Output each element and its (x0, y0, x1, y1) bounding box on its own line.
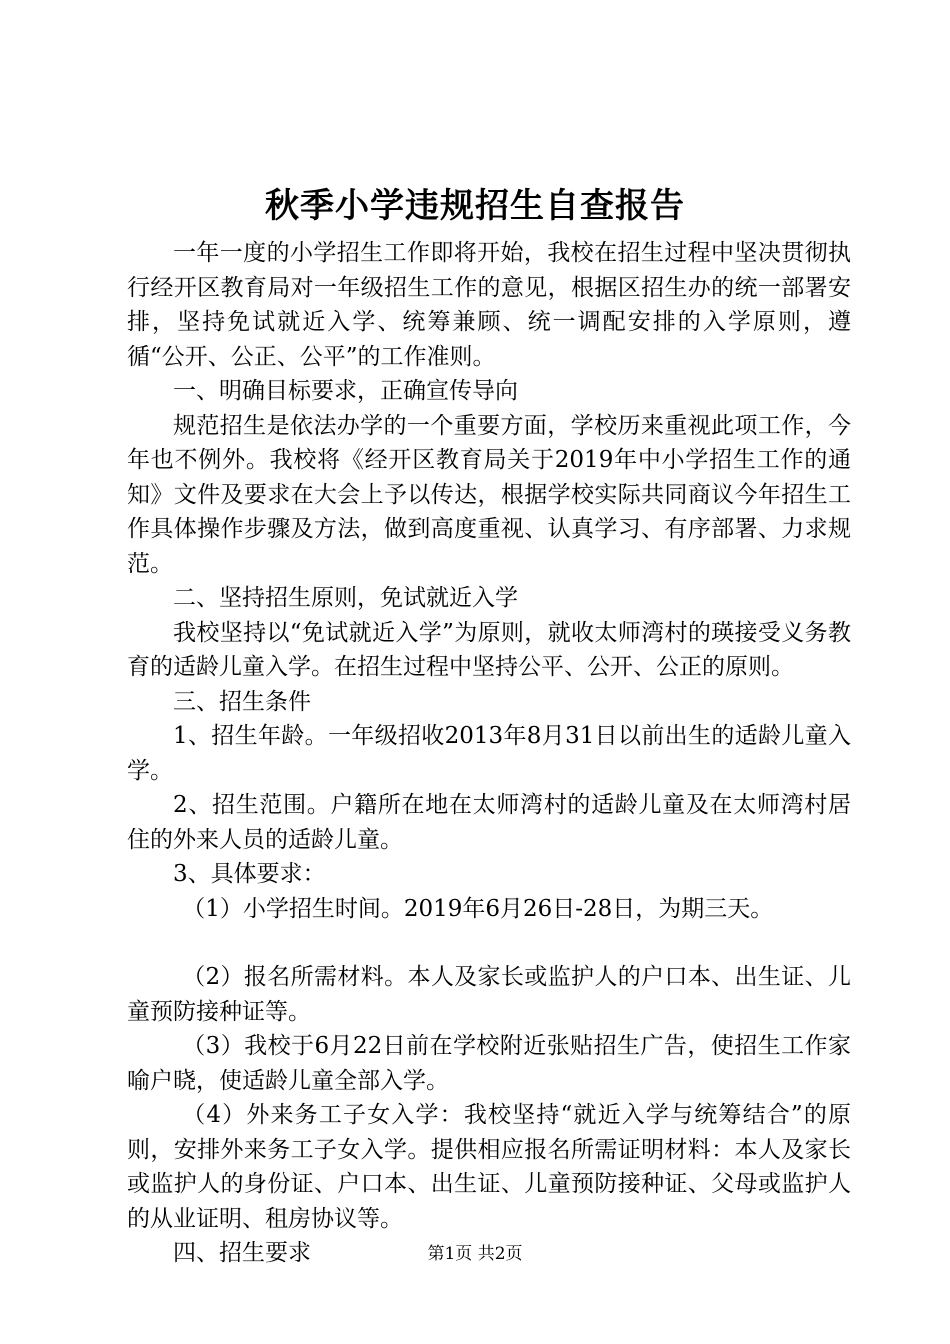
paragraph-section-1: 规范招生是依法办学的一个重要方面，学校历来重视此项工作，今年也不例外。我校将《经开区教育局关于2019年中小学招生工作的通知》文件及要求在大会上予以传达，根据学校实际共同商议今年招生工作具体操作步骤及方法，做到高度重视、认真学习、有序部署、力求规范。 (127, 412, 851, 577)
paragraph-requirements: 3、具体要求： (173, 861, 326, 887)
paragraph-age: 1、招生年龄。一年级招收2013年8月31日以前出生的适龄儿童入学。 (127, 723, 851, 784)
document-body (127, 236, 851, 1271)
section-heading-1: 一、明确目标要求，正确宣传导向 (173, 378, 518, 404)
paragraph-section-2: 我校坚持以“免试就近入学”为原则，就收太师湾村的瑛接受义务教育的适龄儿童入学。在招生过程中坚持公平、公开、公正的原则。 (127, 619, 851, 680)
paragraph-migrant-children: （4）外来务工子女入学：我校坚持“就近入学与统筹结合”的原则，安排外来务工子女入学。提供相应报名所需证明材料：本人及家长或监护人的身份证、户口本、出生证、儿童预防接种证、父母或监护人的从业证明、租房协议等。 (127, 1102, 851, 1232)
paragraph-notice: （3）我校于6月22日前在学校附近张贴招生广告，使招生工作家喻户晓，使适龄儿童全部入学。 (127, 1033, 851, 1094)
paragraph-materials: （2）报名所需材料。本人及家长或监护人的户口本、出生证、儿童预防接种证等。 (127, 964, 851, 1025)
document-title: 秋季小学违规招生自查报告 (265, 186, 685, 226)
section-heading-4: 四、招生要求 (173, 1240, 311, 1266)
paragraph-intro: 一年一度的小学招生工作即将开始，我校在招生过程中坚决贯彻执行经开区教育局对一年级招生工作的意见，根据区招生办的统一部署安排，坚持免试就近入学、统筹兼顾、统一调配安排的入学原则，遵循“公开、公正、公平”的工作准则。 (127, 240, 851, 370)
section-heading-3: 三、招生条件 (173, 688, 311, 715)
section-heading-2: 二、坚持招生原则，免试就近入学 (173, 585, 518, 611)
paragraph-time: （1）小学招生时间。2019年6月26日-28日，为期三天。 (182, 895, 774, 922)
blank-line (127, 926, 851, 960)
paragraph-range: 2、招生范围。户籍所在地在太师湾村的适龄儿童及在太师湾村居住的外来人员的适龄儿童。 (127, 792, 851, 853)
page-footer: 第1页 共2页 (427, 1244, 523, 1264)
